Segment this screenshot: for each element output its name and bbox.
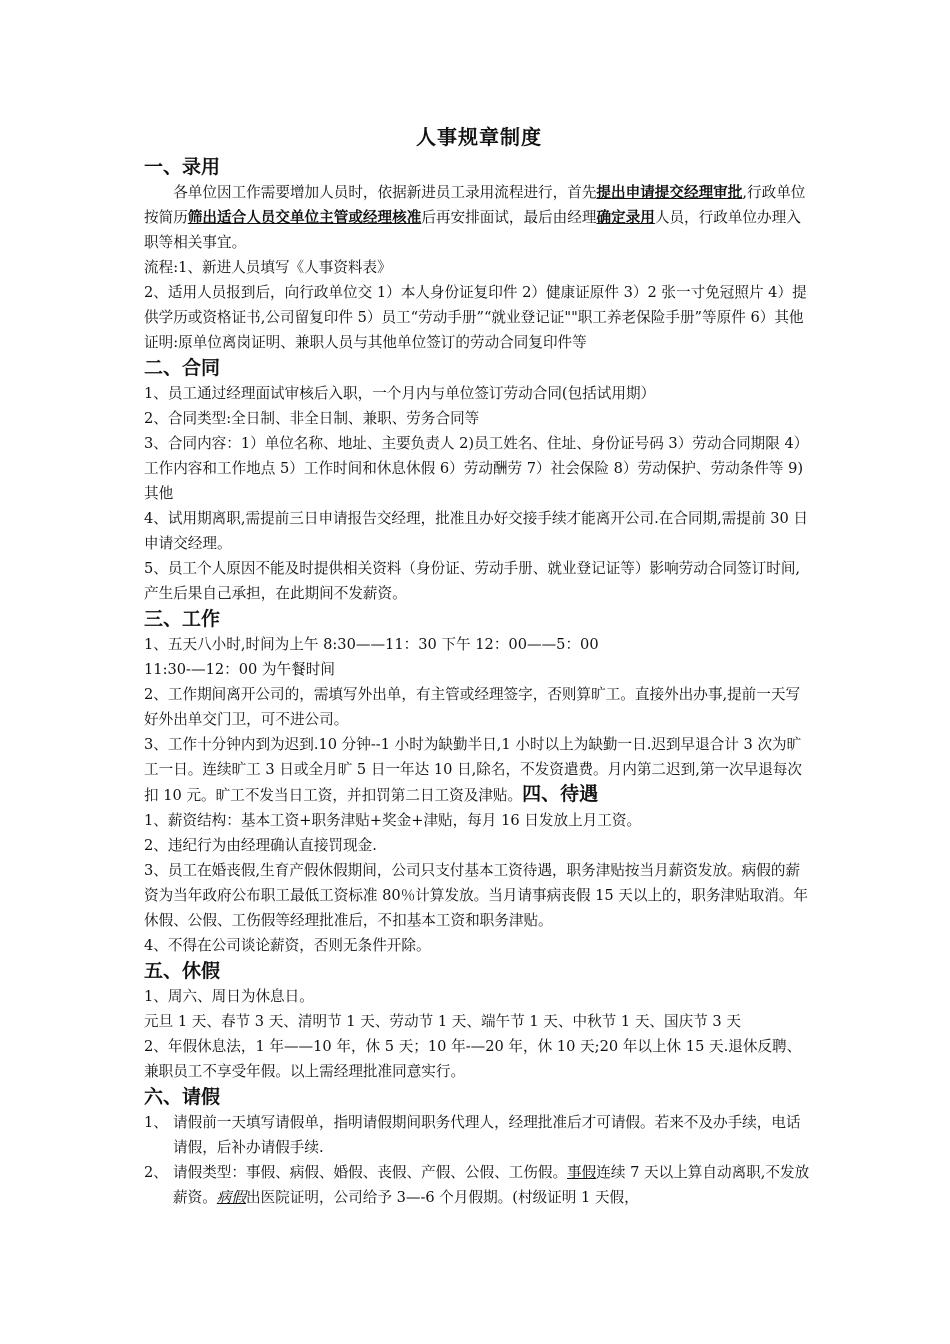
- text-run: 出医院证明，公司给予 3—-6 个月假期。(村级证明 1 天假，: [246, 1189, 639, 1206]
- list-item: [144, 1110, 814, 1160]
- list-number: 1、: [144, 1114, 168, 1131]
- paragraph: 2、违纪行为由经理确认直接罚现金.: [144, 837, 377, 854]
- section-heading-hiring: 一、录用: [144, 156, 221, 178]
- paragraph: [144, 732, 814, 808]
- leave-list: [144, 1110, 814, 1210]
- text-run: 人员，行政单位办理入职等相关事宜。: [144, 209, 801, 251]
- document-page: [144, 118, 814, 1210]
- section-heading-work: 三、工作: [144, 608, 221, 630]
- paragraph: 2、合同类型:全日制、非全日制、兼职、劳务合同等: [144, 410, 480, 427]
- underlined-italic-text: 病假: [216, 1189, 246, 1206]
- section-heading-benefits: 四、待遇: [522, 783, 599, 805]
- paragraph: 4、试用期离职,需提前三日申请报告交经理，批准且办好交接手续才能离开公司.在合同期,需提前 30 日申请交经理。: [144, 510, 808, 552]
- text-run: 后再安排面试，最后由经理: [421, 209, 597, 226]
- emphasis-text: 提出申请提交经理审批: [596, 184, 743, 201]
- list-number: 2、: [144, 1164, 168, 1181]
- paragraph: 1、员工通过经理面试审核后入职，一个月内与单位签订劳动合同(包括试用期）: [144, 385, 656, 402]
- list-item: [144, 1160, 814, 1210]
- underlined-text: 事假: [567, 1164, 597, 1181]
- section-heading-holidays: 五、休假: [144, 960, 221, 982]
- paragraph: 2、工作期间离开公司的，需填写外出单，有主管或经理签字，否则算旷工。直接外出办事,提前一天写好外出单交门卫，可不进公司。: [144, 686, 801, 728]
- text-run: 请假前一天填写请假单，指明请假期间职务代理人，经理批准后才可请假。若来不及办手续，电话请假，后补办请假手续.: [173, 1114, 801, 1156]
- paragraph: 5、员工个人原因不能及时提供相关资料（身份证、劳动手册、就业登记证等）影响劳动合同签订时间,产生后果自己承担，在此期间不发薪资。: [144, 560, 801, 602]
- text-run: 连续 7 天以上算自动离职,不发放薪资。: [173, 1164, 810, 1206]
- paragraph: 2、适用人员报到后，向行政单位交 1）本人身份证复印件 2）健康证原件 3）2 张一寸免冠照片 4）提供学历或资格证书,公司留复印件 5）员工“劳动手册”“就业登记证""职工养老保险手册”等原件 6）其他证明:原单位离岗证明、兼职人员与其他单位签订的劳动合同复印件等: [144, 284, 807, 351]
- paragraph: 1、薪资结构：基本工资+职务津贴+奖金+津贴，每月 16 日发放上月工资。: [144, 812, 642, 829]
- paragraph: 4、不得在公司谈论薪资，否则无条件开除。: [144, 937, 431, 954]
- paragraph: 元旦 1 天、春节 3 天、清明节 1 天、劳动节 1 天、端午节 1 天、中秋节 1 天、国庆节 3 天: [144, 1013, 741, 1030]
- emphasis-text: 确定录用: [596, 209, 655, 226]
- paragraph: 1、周六、周日为休息日。: [144, 988, 314, 1005]
- emphasis-text: 筛出适合人员交单位主管或经理核准: [187, 209, 422, 226]
- paragraph: 3、合同内容：1）单位名称、地址、主要负责人 2)员工姓名、住址、身份证号码 3）劳动合同期限 4）工作内容和工作地点 5）工作时间和休息休假 6）劳动酬劳 7）社会保险 8）劳动保护、劳动条件等 9)其他: [144, 435, 809, 502]
- section-heading-leave: 六、请假: [144, 1086, 221, 1108]
- section-heading-contract: 二、合同: [144, 357, 221, 379]
- paragraph: 2、年假休息法，1 年——10 年，休 5 天；10 年-—20 年，休 10 天;20 年以上休 15 天.退休反聘、兼职员工不享受年假。以上需经理批准同意实行。: [144, 1038, 802, 1080]
- paragraph: 1、五天八小时,时间为上午 8:30——11：30 下午 12：00——5：00: [144, 636, 599, 653]
- text-run: 各单位因工作需要增加人员时，依据新进员工录用流程进行，首先: [173, 184, 597, 201]
- paragraph: 3、员工在婚丧假,生育产假休假期间，公司只支付基本工资待遇，职务津贴按当月薪资发放。病假的薪资为当年政府公布职工最低工资标准 80％计算发放。当月请事病丧假 15 天以上的，职务津贴取消。年休假、公假、工伤假等经理批准后，不扣基本工资和职务津贴。: [144, 862, 808, 929]
- text-run: ,行政单位按简历: [144, 184, 806, 226]
- hiring-intro-paragraph: [144, 180, 814, 255]
- text-run: 请假类型：事假、病假、婚假、丧假、产假、公假、工伤假。: [173, 1164, 568, 1181]
- document-title: 人事规章制度: [416, 125, 542, 149]
- paragraph: 流程:1、新进人员填写《人事资料表》: [144, 259, 392, 276]
- paragraph: 11:30-—12：00 为午餐时间: [144, 661, 335, 678]
- text-run: 3、工作十分钟内到为迟到.10 分钟--1 小时为缺勤半日,1 小时以上为缺勤一日.迟到早退合计 3 次为旷工一日。连续旷工 3 日或全月旷 5 日一年达 10 日,除名，不发资遣费。月内第二迟到,第一次早退每次扣 10 元。旷工不发当日工资，并扣罚第二日工资及津贴。: [144, 736, 803, 804]
